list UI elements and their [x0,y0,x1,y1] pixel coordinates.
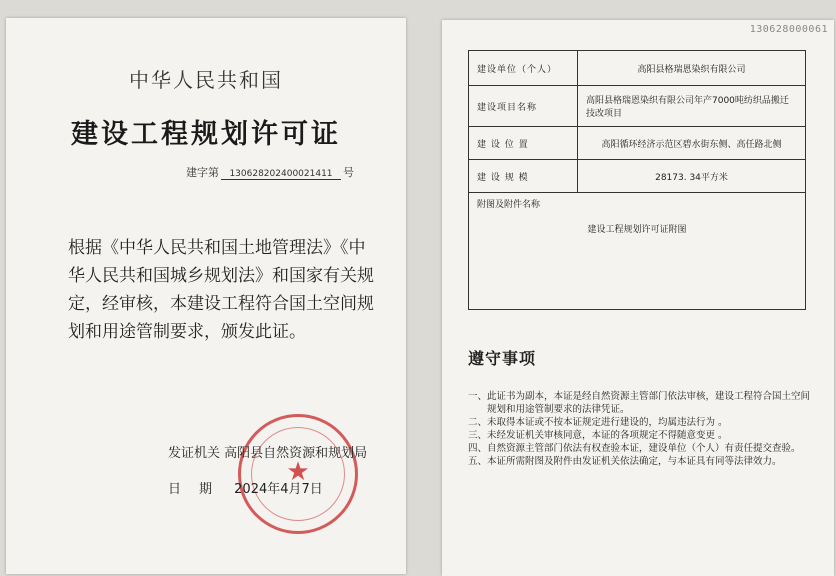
issuer-label: 发证机关 [168,446,221,461]
note-text: 此证书为副本，本证是经自然资源主管部门依法审核，建设工程符合国土空间规划和用途管制要求的法律凭证。 [487,391,811,415]
note-text: 自然资源主管部门依法有权查验本证，建设单位（个人）有责任提交查验。 [487,443,801,454]
serial-number: 130628000061 [749,24,828,35]
certificate-front-page [6,18,406,574]
project-info-table [468,50,806,310]
note-number: 一、 [468,391,488,402]
date-value: 2024年4月7日 [234,482,323,497]
cert-no-value: 130628202400021411 [221,169,341,180]
cert-no-suffix: 号 [343,166,354,179]
table-row [469,86,806,127]
table-row [469,193,806,310]
certificate-detail-page [442,20,834,576]
attachment-label: 附图及附件名称 [477,200,541,210]
body-paragraph: 根据《中华人民共和国土地管理法》《中华人民共和国城乡规划法》和国家有关规定，经审核，本建设工程符合国土空间规划和用途管制要求，颁发此证。 [68,238,374,342]
note-text: 未取得本证或不按本证规定进行建设的，均属违法行为 。 [487,417,728,428]
note-number: 三、 [468,430,488,441]
cert-no-prefix: 建字第 [186,166,219,179]
date-label: 日期 [168,482,231,497]
issuing-authority [168,442,367,461]
list-item [468,390,812,416]
note-number: 五、 [468,456,488,467]
issuer-value: 高阳县自然资源和规划局 [224,446,368,461]
list-item [468,429,812,442]
list-item [468,455,812,468]
note-text: 本证所需附图及附件由发证机关依法确定，与本证具有同等法律效力。 [487,456,782,467]
row-value: 28173. 34平方米 [578,160,806,193]
row-label: 建 设 位 置 [469,127,578,160]
certificate-body-text [34,234,379,346]
official-seal [238,414,358,534]
attachment-cell [469,193,806,310]
row-value: 高阳县格瑞恩染织有限公司 [578,51,806,86]
notes-title: 遵守事项 [468,349,537,368]
note-number: 四、 [468,443,488,454]
row-label: 建 设 规 模 [469,160,578,193]
issue-date [168,478,323,497]
table-row [469,160,806,193]
table-row [469,51,806,86]
certificate-number [186,164,354,180]
row-label: 建设单位（个人） [469,51,578,86]
table-row [469,127,806,160]
notes-list [468,390,812,468]
list-item [468,416,812,429]
list-item [468,442,812,455]
seal-star-icon: ★ [286,457,310,487]
attachment-value: 建设工程规划许可证附图 [587,225,687,235]
row-label: 建设项目名称 [469,86,578,127]
row-value: 高阳县格瑞恩染织有限公司年产7000吨纺织品搬迁技改项目 [578,86,806,127]
country-name: 中华人民共和国 [129,68,283,92]
certificate-title: 建设工程规划许可证 [71,119,341,150]
note-number: 二、 [468,417,488,428]
note-text: 未经发证机关审核同意，本证的各项规定不得随意变更 。 [487,430,728,441]
row-value: 高阳循环经济示范区碧水街东侧、高任路北侧 [578,127,806,160]
